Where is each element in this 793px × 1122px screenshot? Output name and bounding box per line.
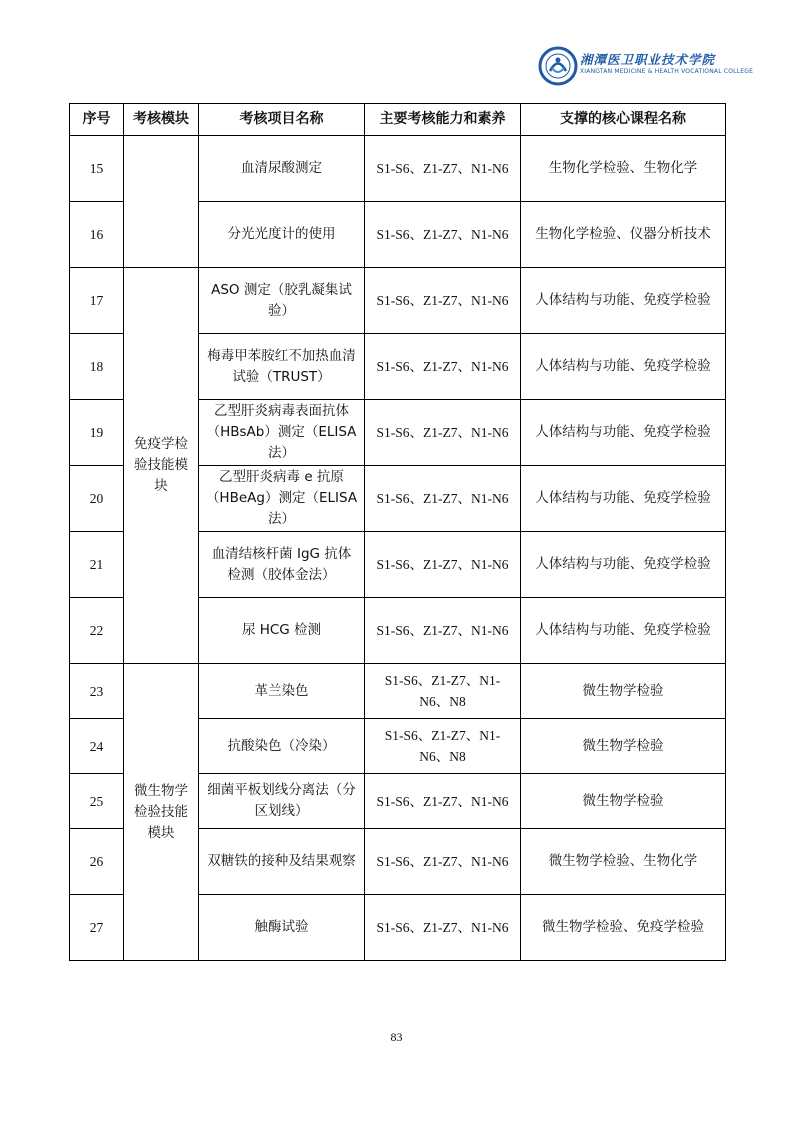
ability-codes: S1-S6、Z1-Z7、N1-N6 [365,532,521,598]
course-name: 生物化学检验、仪器分析技术 [521,202,726,268]
row-number: 19 [70,400,124,466]
school-logo [538,46,754,86]
table-header-row [70,104,726,136]
row-number: 20 [70,466,124,532]
header-number: 序号 [70,104,124,136]
table-row [70,268,726,334]
school-emblem-icon [538,46,578,86]
row-number: 24 [70,719,124,774]
course-name: 微生物学检验 [521,719,726,774]
row-number: 21 [70,532,124,598]
course-name: 微生物学检验、免疫学检验 [521,895,726,961]
assessment-table [69,103,726,961]
item-name: 双糖铁的接种及结果观察 [199,829,365,895]
item-name: 革兰染色 [199,664,365,719]
ability-codes: S1-S6、Z1-Z7、N1-N6 [365,268,521,334]
course-name: 生物化学检验、生物化学 [521,136,726,202]
item-name: 血清尿酸测定 [199,136,365,202]
course-name: 微生物学检验 [521,664,726,719]
ability-codes: S1-S6、Z1-Z7、N1-N6 [365,202,521,268]
ability-codes: S1-S6、Z1-Z7、N1-N6、N8 [365,719,521,774]
header-item: 考核项目名称 [199,104,365,136]
row-number: 17 [70,268,124,334]
course-name: 人体结构与功能、免疫学检验 [521,268,726,334]
row-number: 22 [70,598,124,664]
course-name: 人体结构与功能、免疫学检验 [521,334,726,400]
module-cell-empty [124,136,199,268]
ability-codes: S1-S6、Z1-Z7、N1-N6 [365,334,521,400]
item-name: 乙型肝炎病毒 e 抗原（HBeAg）测定（ELISA法） [199,466,365,532]
ability-codes: S1-S6、Z1-Z7、N1-N6 [365,136,521,202]
page-number: 83 [390,1030,403,1044]
school-name: 湘潭医卫职业技术学院 [580,52,716,67]
course-name: 微生物学检验 [521,774,726,829]
ability-codes: S1-S6、Z1-Z7、N1-N6 [365,829,521,895]
header-module: 考核模块 [124,104,199,136]
course-name: 人体结构与功能、免疫学检验 [521,532,726,598]
item-name: 血清结核杆菌 IgG 抗体检测（胶体金法） [199,532,365,598]
ability-codes: S1-S6、Z1-Z7、N1-N6 [365,895,521,961]
course-name: 人体结构与功能、免疫学检验 [521,400,726,466]
table-row [70,664,726,719]
table-row [70,136,726,202]
header-course: 支撑的核心课程名称 [521,104,726,136]
row-number: 23 [70,664,124,719]
course-name: 人体结构与功能、免疫学检验 [521,598,726,664]
course-name: 微生物学检验、生物化学 [521,829,726,895]
item-name: 乙型肝炎病毒表面抗体（HBsAb）测定（ELISA法） [199,400,365,466]
course-name: 人体结构与功能、免疫学检验 [521,466,726,532]
item-name: 梅毒甲苯胺红不加热血清试验（TRUST） [199,334,365,400]
ability-codes: S1-S6、Z1-Z7、N1-N6、N8 [365,664,521,719]
row-number: 18 [70,334,124,400]
row-number: 27 [70,895,124,961]
school-name-en: XIANGTAN MEDICINE & HEALTH VOCATIONAL COLLEGE [580,68,754,75]
ability-codes: S1-S6、Z1-Z7、N1-N6 [365,774,521,829]
item-name: 分光光度计的使用 [199,202,365,268]
row-number: 25 [70,774,124,829]
module-microbiology: 微生物学检验技能模块 [124,664,199,961]
item-name: 尿 HCG 检测 [199,598,365,664]
ability-codes: S1-S6、Z1-Z7、N1-N6 [365,400,521,466]
row-number: 15 [70,136,124,202]
item-name: ASO 测定（胶乳凝集试验） [199,268,365,334]
row-number: 16 [70,202,124,268]
item-name: 抗酸染色（冷染） [199,719,365,774]
row-number: 26 [70,829,124,895]
item-name: 细菌平板划线分离法（分区划线） [199,774,365,829]
ability-codes: S1-S6、Z1-Z7、N1-N6 [365,598,521,664]
header-ability: 主要考核能力和素养 [365,104,521,136]
module-immunology: 免疫学检验技能模块 [124,268,199,664]
item-name: 触酶试验 [199,895,365,961]
ability-codes: S1-S6、Z1-Z7、N1-N6 [365,466,521,532]
